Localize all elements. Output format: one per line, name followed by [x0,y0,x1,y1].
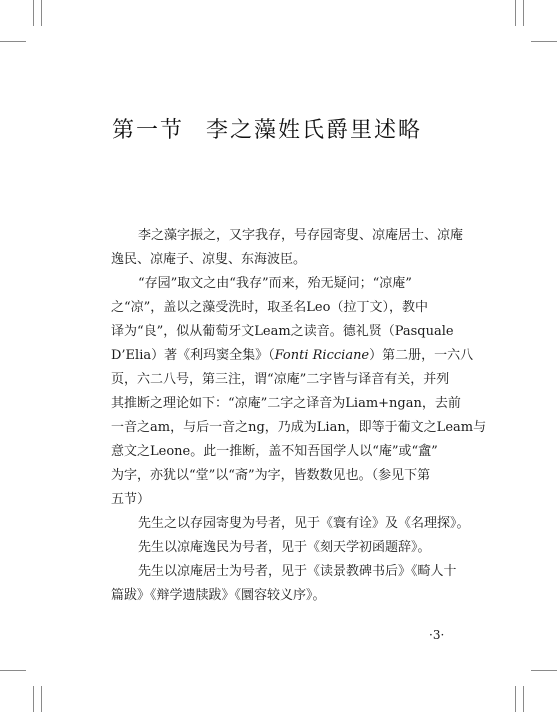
text-line: 译为“良”，似从葡萄牙文Leam之读音。德礼贤（Pasquale [111,324,454,339]
text-line: 逸民、凉庵子、凉叟、东海波臣。 [111,252,307,267]
crop-mark-top-right-vertical-1 [515,0,516,26]
crop-mark-bottom-right-horizontal [531,670,557,671]
crop-mark-bottom-right-vertical-2 [523,686,524,712]
crop-mark-top-left-vertical-2 [41,0,42,26]
text-line: 页，六二八号，第三注，谓“凉庵”二字皆与译音有关，并列 [111,372,450,387]
text-line: D’Elia）著《利玛窦全集》（Fonti Ricciane）第二册，一六八 [111,348,474,363]
crop-mark-top-right-horizontal [531,41,557,42]
crop-mark-bottom-left-vertical-2 [41,686,42,712]
crop-mark-top-left-vertical-1 [33,0,34,26]
text-line: “存园”取文之由“我存”而来，殆无疑问；“凉庵” [138,276,412,291]
crop-mark-bottom-left-vertical-1 [33,686,34,712]
crop-mark-bottom-right-vertical-1 [515,686,516,712]
text-line: 五节） [111,492,151,507]
text-line: 为字，亦犹以“堂”以“斋”为字，皆数数见也。（参见下第 [111,468,431,483]
text-line: 一音之am，与后一音之ng，乃成为Lian，即等于葡文之Leam与 [111,420,487,435]
section-number: 第一节 [112,118,185,143]
text-line: 篇跋》《辩学遗牍跋》《圜容较义序》。 [111,588,326,603]
text-line: 其推断之理论如下：“凉庵”二字之译音为Liam+ngan，去前 [111,396,461,411]
text-line: 先生以凉庵居士为号者，见于《读景教碑书后》《畸人十 [138,564,457,579]
section-heading [112,113,422,144]
text-line: 之“凉”，盖以之藻受洗时，取圣名Leo（拉丁文），教中 [111,300,428,315]
italic-title: Fonti Ricciane [274,348,370,363]
crop-mark-top-right-vertical-2 [523,0,524,26]
crop-mark-top-left-horizontal [0,41,26,42]
page-number: ·3· [429,628,445,642]
text-line: 先生之以存园寄叟为号者，见于《寰有诠》及《名理探》。 [138,516,470,531]
text-line: 先生以凉庵逸民为号者，见于《刻天学初函题辞》。 [138,540,431,555]
crop-mark-bottom-left-horizontal [0,670,26,671]
section-title: 李之藻姓氏爵里述略 [206,118,423,143]
text-line: 意文之Leone。此一推断，盖不知吾国学人以“庵”或“盦” [111,444,438,459]
body-text [111,224,487,608]
text-line: 李之藻字振之，又字我存，号存园寄叟、凉庵居士、凉庵 [138,228,464,243]
